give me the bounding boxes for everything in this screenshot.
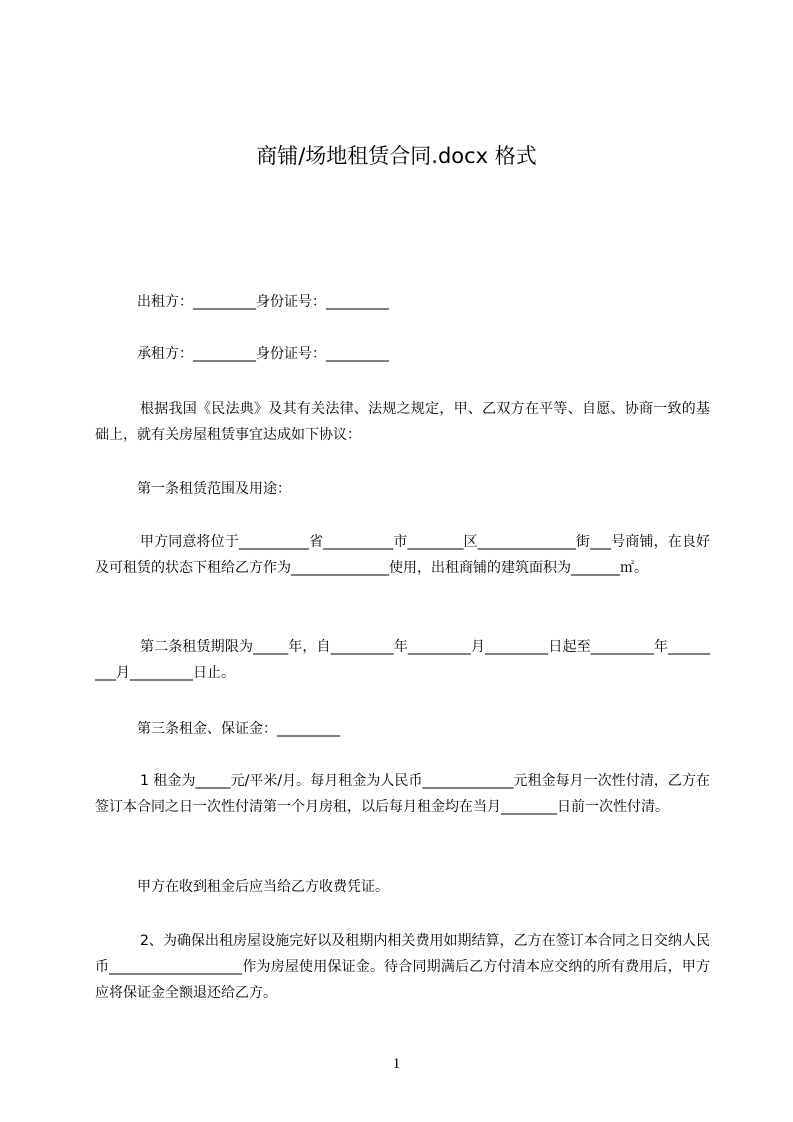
lessor-line: 出租方：_________身份证号：_________ xyxy=(137,294,389,310)
document-title: 商铺/场地租赁合同.docx 格式 xyxy=(256,144,537,168)
page-number: 1 xyxy=(392,1056,401,1072)
preamble-paragraph: 根据我国《民法典》及其有关法律、法规之规定，甲、乙双方在平等、自愿、协商一致的基础上，就有关房屋租赁事宜达成如下协议： xyxy=(95,401,710,443)
lessee-line: 承租方：_________身份证号：_________ xyxy=(137,346,389,362)
rent-paragraph: 1 租金为_____元/平米/月。每月租金为人民币_____________元租金每月一次性付清，乙方在签订本合同之日一次性付清第一个月房租，以后每月租金均在当月________日前一次性付清。 xyxy=(95,773,710,815)
article-three-heading: 第三条租金、保证金：_________ xyxy=(137,721,340,737)
article-one-heading: 第一条租赁范围及用途： xyxy=(137,481,291,497)
article-two-paragraph: 第二条租赁期限为_____年，自_________年_________月_________日起至_________年_________月_________日止。 xyxy=(95,639,710,681)
article-one-paragraph: 甲方同意将位于__________省__________市________区______________街___号商铺，在良好及可租赁的状态下租给乙方作为______________使用，出租商铺的建筑面积为_______㎡。 xyxy=(95,534,710,576)
deposit-paragraph: 2、为确保出租房屋设施完好以及租期内相关费用如期结算，乙方在签订本合同之日交纳人民币___________________作为房屋使用保证金。待合同期满后乙方付清本应交纳的所有费用后，甲方应将保证金全额退还给乙方。 xyxy=(95,933,710,1001)
receipt-paragraph: 甲方在收到租金后应当给乙方收费凭证。 xyxy=(137,879,389,895)
